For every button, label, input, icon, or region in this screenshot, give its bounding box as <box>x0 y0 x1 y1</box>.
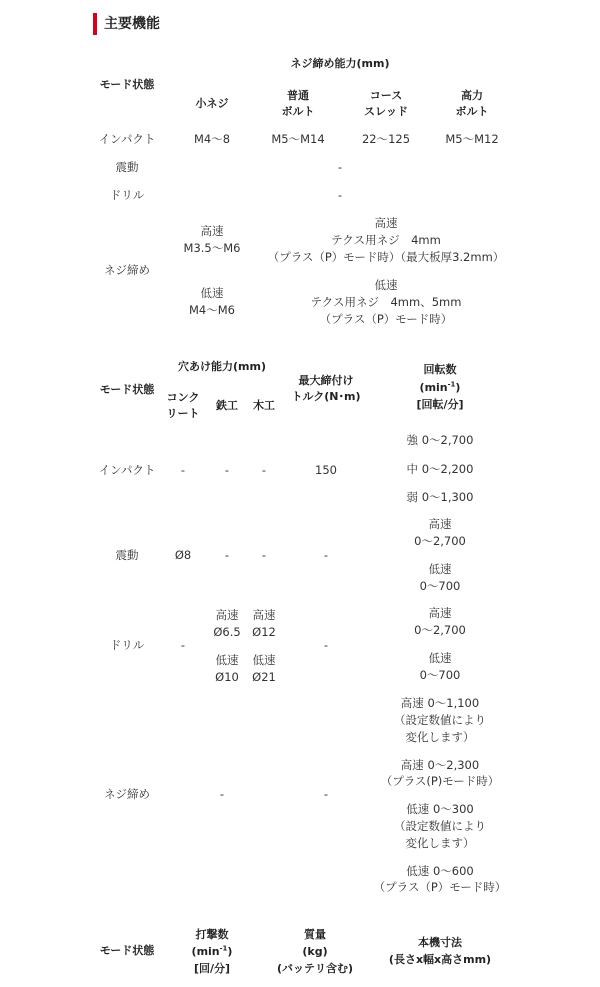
t2-col-rpm-unit: $(\min^{-1})$ <box>419 380 461 394</box>
t1-screw-tex-low-1: 低速 <box>374 278 398 292</box>
t3-col-mass-3: (バッテリ含む) <box>276 962 354 975</box>
t2-drill-rpm-low-2: 0～700 <box>419 668 461 682</box>
t1-row-screw-label: ネジ締め <box>104 263 150 277</box>
t1-row-drill-label: ドリル <box>109 188 145 202</box>
t1-screw-tex-low-3: （プラス（P）モード時） <box>319 312 453 326</box>
t2-screw-rpm-3a: 低速 0～300 <box>406 802 474 816</box>
t2-row-vibration-label: 震動 <box>115 548 139 562</box>
t2-col-rpm-title: 回転数 <box>423 363 457 376</box>
t2-impact-wood: - <box>261 463 267 477</box>
t2-screw-rpm-3b: （設定数値により <box>394 819 486 833</box>
t2-row-impact-label: インパクト <box>98 463 156 477</box>
t2-col-wood: 木工 <box>253 399 275 412</box>
t2-drill-torque: - <box>323 638 329 652</box>
t2-screw-rpm-2a: 高速 0～2,300 <box>400 758 480 772</box>
t2-screw-torque: - <box>323 787 329 801</box>
t2-col-torque-1: 最大締付け <box>298 374 354 387</box>
t2-col-rpm-unit2: [回転/分] <box>416 398 464 411</box>
t2-screw-rpm-3c: 変化します） <box>405 836 475 850</box>
t1-col-small-screw: 小ネジ <box>195 97 229 110</box>
t1-screw-tex-low-2: テクス用ネジ 4mm、5mm <box>310 295 462 309</box>
t1-col-high-bolt-2: ボルト <box>455 105 489 118</box>
t2-drill-steel-low-1: 低速 <box>215 653 239 667</box>
t2-screw-rpm-2b: （プラス(P)モード時） <box>380 774 500 788</box>
t1-col-normal-bolt-1: 普通 <box>287 89 309 102</box>
t2-drill-rpm-low-1: 低速 <box>428 651 452 665</box>
t2-screw-rpm-1c: 変化します） <box>405 730 475 744</box>
t2-drill-steel-high-1: 高速 <box>215 608 239 622</box>
t2-drill-rpm-high-1: 高速 <box>428 606 452 620</box>
t2-drill-concrete: - <box>180 638 186 652</box>
t2-screw-rpm-4a: 低速 0～600 <box>406 864 474 878</box>
t3-col-blows-unit2: [回/分] <box>193 962 231 975</box>
t1-impact-high-bolt: M5～M12 <box>445 132 499 146</box>
t1-drill-value: - <box>337 188 343 202</box>
t2-vibration-wood: - <box>261 548 267 562</box>
t1-screw-small-high-2: M3.5～M6 <box>183 241 241 255</box>
t1-col-coarse-thread-1: コース <box>369 89 403 102</box>
t2-impact-concrete: - <box>180 463 186 477</box>
t1-screw-tex-high-3: （プラス（P）モード時）（最大板厚3.2mm） <box>267 250 505 264</box>
t2-screw-drilling: - <box>219 787 225 801</box>
t1-col-coarse-thread-2: スレッド <box>364 105 408 118</box>
t2-impact-torque: 150 <box>315 463 337 477</box>
t2-drill-wood-low-1: 低速 <box>252 653 276 667</box>
t1-impact-coarse-thread: 22～125 <box>361 132 411 146</box>
t1-vibration-value: - <box>337 160 343 174</box>
t2-group-header: 穴あけ能力(mm) <box>178 360 266 373</box>
t2-row-drill-label: ドリル <box>109 638 145 652</box>
t2-col-concrete-2: リート <box>166 407 200 420</box>
t2-row-screw-label: ネジ締め <box>104 787 150 801</box>
t3-col-blows-title: 打撃数 <box>195 928 229 941</box>
t2-drill-wood-low-2: Ø21 <box>252 670 276 684</box>
t1-screw-tex-high-1: 高速 <box>374 216 398 230</box>
t2-drill-wood-high-2: Ø12 <box>252 625 276 639</box>
t1-impact-small-screw: M4～8 <box>193 132 231 146</box>
t2-vibration-rpm-low-2: 0～700 <box>419 579 461 593</box>
t2-vibration-rpm-high-2: 0～2,700 <box>414 534 466 548</box>
t1-col-high-bolt-1: 高力 <box>461 89 483 102</box>
t1-screw-tex-high-2: テクス用ネジ 4mm <box>331 233 441 247</box>
t2-drill-wood-high-1: 高速 <box>252 608 276 622</box>
t2-screw-rpm-1b: （設定数値により <box>394 713 486 727</box>
t1-screw-small-low-1: 低速 <box>200 286 224 300</box>
t2-vibration-torque: - <box>323 548 329 562</box>
t1-col-normal-bolt-2: ボルト <box>281 105 315 118</box>
t1-group-header: ネジ締め能力(mm) <box>290 57 390 70</box>
t2-mode-header: モード状態 <box>99 383 155 396</box>
section-title: 主要機能 <box>104 16 160 32</box>
t1-impact-normal-bolt: M5～M14 <box>271 132 325 146</box>
t1-screw-small-high-1: 高速 <box>200 224 224 238</box>
t2-col-steel: 鉄工 <box>216 399 238 412</box>
t2-drill-steel-low-2: Ø10 <box>215 670 239 684</box>
section-title-accent-bar <box>93 13 97 35</box>
t2-vibration-concrete: Ø8 <box>174 548 192 562</box>
t3-col-dimensions-1: 本機寸法 <box>418 936 462 949</box>
t3-col-mass-2: (kg) <box>302 945 328 958</box>
t1-mode-header: モード状態 <box>99 78 155 91</box>
t2-vibration-rpm-high-1: 高速 <box>428 517 452 531</box>
t2-impact-rpm-medium: 中 0～2,200 <box>406 462 474 476</box>
t1-row-vibration-label: 震動 <box>115 160 139 174</box>
t2-drill-rpm-high-2: 0～2,700 <box>414 623 466 637</box>
t2-vibration-steel: - <box>224 548 230 562</box>
t2-vibration-rpm-low-1: 低速 <box>428 562 452 576</box>
t3-col-mass-1: 質量 <box>304 928 326 941</box>
t2-impact-rpm-weak: 弱 0～1,300 <box>406 490 474 504</box>
t2-impact-steel: - <box>224 463 230 477</box>
t1-screw-small-low-2: M4～M6 <box>189 303 235 317</box>
t2-col-concrete-1: コンク <box>166 391 200 404</box>
t2-screw-rpm-1a: 高速 0～1,100 <box>400 696 480 710</box>
t2-impact-rpm-strong: 強 0～2,700 <box>406 433 474 447</box>
t3-mode-header: モード状態 <box>99 944 155 957</box>
t2-col-torque-2: トルク(N･m) <box>291 390 361 403</box>
t3-col-dimensions-2: (長さx幅x高さmm) <box>388 953 492 966</box>
t2-drill-steel-high-2: Ø6.5 <box>213 625 241 639</box>
t3-col-blows-unit: $(\min^{-1})$ <box>191 944 233 958</box>
t1-row-impact-label: インパクト <box>98 132 156 146</box>
t2-screw-rpm-4b: （プラス（P）モード時） <box>373 880 507 894</box>
